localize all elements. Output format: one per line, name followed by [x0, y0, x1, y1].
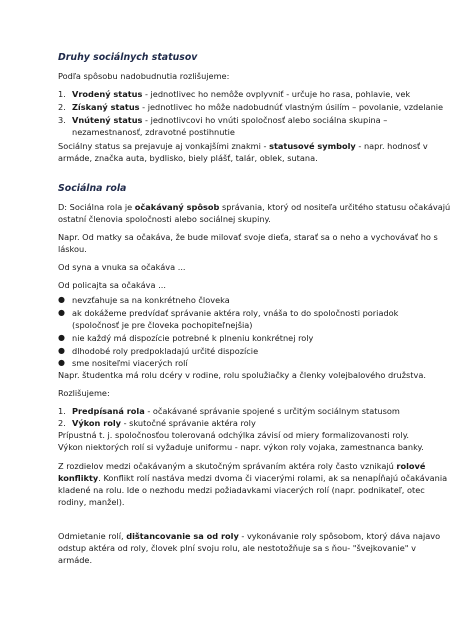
distancing-line3: armáde.	[58, 555, 93, 565]
term: Vrodený status	[72, 89, 143, 99]
term: Výkon roly	[72, 418, 122, 428]
list-item	[58, 114, 430, 126]
section-title-statuses: Druhy sociálnych statusov	[58, 52, 198, 63]
list-item	[58, 88, 430, 100]
intro-text: Podľa spôsobu nadobudnutia rozlišujeme:	[58, 71, 230, 81]
bullet-icon: ●	[58, 346, 65, 355]
list-number: 1.	[58, 406, 66, 416]
list-item	[58, 405, 430, 417]
tolerance-line2: Výkon niektorých rolí si vyžaduje uniformu - napr. výkon roly vojaka, zamestnanca banky.	[58, 442, 424, 452]
list-item-continuation: nezamestnanosť, zdravotné postihnutie	[72, 127, 235, 137]
text: správania, ktorý od nositeľa určitého statusu očakávajú	[219, 202, 451, 212]
list-number: 2.	[58, 418, 66, 428]
status-symbols-line2: armáde, značka auta, bydlisko, biely plášť, talár, oblek, sutana.	[58, 153, 318, 163]
distinguish-heading: Rozlišujeme:	[58, 388, 110, 398]
list-item	[58, 417, 430, 429]
example-mother-line1: Napr. Od matky sa očakáva, že bude milovať svoje dieťa, starať sa o neho a vychovávať ho s	[58, 232, 438, 242]
student-example: Napr. študentka má rolu dcéry v rodine, rolu spolužiačky a členky volejbalového družstva.	[58, 370, 426, 380]
bullet-text: sme nositeľmi viacerých rolí	[72, 358, 188, 368]
definition: - skutočné správanie aktéra roly	[121, 418, 256, 428]
list-item	[58, 345, 430, 357]
status-symbols-paragraph	[58, 140, 430, 152]
bullet-continuation: (spoločnosť je pre človeka pochopiteľnejšia)	[72, 320, 253, 330]
section-title-social-role: Sociálna rola	[58, 183, 127, 194]
text: Sociálny status sa prejavuje aj vonkajšími znakmi -	[58, 141, 270, 151]
list-item	[58, 357, 430, 369]
definition: - očakávané správanie spojené s určitým sociálnym statusom	[144, 406, 400, 416]
term: Predpísaná rola	[72, 406, 145, 416]
bullet-text: dlhodobé roly predpokladajú určité dispozície	[72, 346, 259, 356]
bullet-icon: ●	[58, 358, 65, 367]
list-item	[58, 307, 430, 319]
example-son: Od syna a vnuka sa očakáva ...	[58, 262, 186, 272]
term: Vnútený status	[72, 115, 143, 125]
definition: - jednotlivec ho môže nadobudnúť vlastným úsilím – povolanie, vzdelanie	[139, 102, 444, 112]
term: očakávaný spôsob	[134, 202, 220, 212]
list-item	[58, 101, 444, 113]
distancing-line2: odstup aktéra od roly, človek plní svoju rolu, ale nestotožňuje sa s ňou- "švejkovanie" v	[58, 543, 416, 553]
text: - vykonávanie roly spôsobom, ktorý dáva najavo	[238, 531, 441, 541]
text: . Konflikt rolí nastáva medzi dvoma či viacerými rolami, ak sa nenapĺňajú očakávania	[98, 473, 448, 483]
bullet-icon: ●	[58, 333, 65, 342]
definition-paragraph	[58, 201, 451, 213]
bullet-text: nie každý má dispozície potrebné k plneniu konkrétnej roly	[72, 333, 314, 343]
bullet-icon: ●	[58, 308, 65, 317]
conflict-line2	[58, 472, 448, 484]
list-number: 3.	[58, 115, 66, 125]
list-item	[58, 332, 430, 344]
bullet-icon: ●	[58, 295, 65, 304]
definition-line2: ostatní členovia spoločnosti alebo sociálnej skupiny.	[58, 214, 271, 224]
distancing-line1	[58, 530, 441, 542]
conflict-line4: rodiny, manžel).	[58, 497, 125, 507]
list-number: 1.	[58, 89, 66, 99]
definition: - jednotlivcovi ho vnúti spoločnosť alebo sociálna skupina –	[142, 115, 388, 125]
term: statusové symboly	[269, 141, 356, 151]
text: D: Sociálna rola je	[58, 202, 135, 212]
term: konflikty	[58, 473, 99, 483]
definition: - jednotlivec ho nemôže ovplyvniť - určuje ho rasa, pohlavie, vek	[142, 89, 411, 99]
text: - napr. hodnosť v	[355, 141, 428, 151]
text: Z rozdielov medzi očakávaným a skutočným správaním aktéra roly často vznikajú	[58, 461, 397, 471]
list-item	[58, 294, 430, 306]
term: dištancovanie sa od roly	[126, 531, 239, 541]
example-mother-line2: láskou.	[58, 244, 87, 254]
conflict-line3: kladené na rolu. Ide o nezhodu medzi požiadavkami viacerých rolí (napr. podnikateľ, otec	[58, 485, 425, 495]
bullet-text: ak dokážeme predvídať správanie aktéra roly, vnáša to do spoločnosti poriadok	[72, 308, 399, 318]
tolerance-line1: Prípustná t. j. spoločnosťou tolerovaná odchýlka závisí od miery formalizovanosti roly.	[58, 430, 409, 440]
term: rolové	[396, 461, 426, 471]
term: Získaný status	[72, 102, 140, 112]
example-police: Od policajta sa očakáva ...	[58, 280, 166, 290]
list-number: 2.	[58, 102, 66, 112]
text: Odmietanie rolí,	[58, 531, 127, 541]
bullet-text: nevzťahuje sa na konkrétneho človeka	[72, 295, 230, 305]
conflict-line1	[58, 460, 430, 472]
